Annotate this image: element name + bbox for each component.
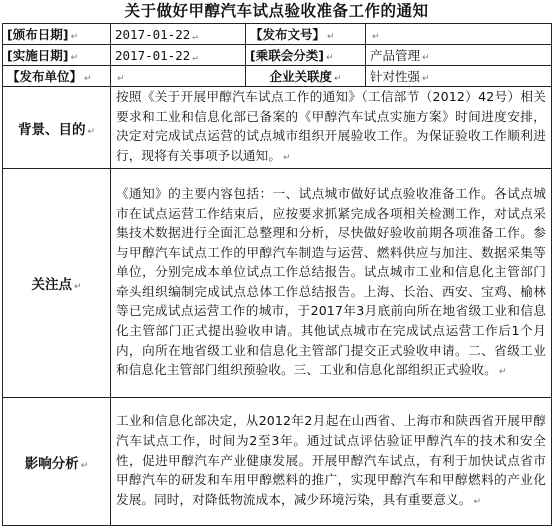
doc-number-label: 【发布文号】 ↵ — [246, 24, 366, 45]
effective-date-label: [实施日期] ↵ — [3, 45, 111, 66]
effective-date-value: 2017-01-22 ↵ — [111, 45, 246, 66]
meta-row-effective — [3, 45, 552, 66]
category-label: [乘联会分类] ↵ — [246, 45, 366, 66]
section-text-impact: 工业和信息化部决定，从2012年2月起在山西省、上海市和陕西省开展甲醇汽车试点工作，时间为2至3年。通过试点评估验证甲醇汽车的技术和安全性，促进甲醇汽车产业健康发展。开展甲醇汽车试点，有利于加快试点省市甲醇汽车的研发和车用甲醇燃料的推广，实现甲醇汽车和甲醇燃料的产业化发展。同时，对降低物流成本，减少环境污染，具有重要意义。 ↵ — [111, 398, 552, 526]
section-label-impact: 影响分析 ↵ — [3, 398, 111, 526]
section-label-focus: 关注点 ↵ — [3, 169, 111, 398]
issuer-value: ↵ — [111, 66, 246, 87]
issuer-label: 【发布单位】 ↵ — [3, 66, 111, 87]
section-row-impact — [3, 398, 552, 526]
category-value: 产品管理 ↵ — [366, 45, 552, 66]
publish-date-value: 2017-01-22 ↵ — [111, 24, 246, 45]
info-table — [2, 23, 552, 526]
meta-row-publish — [3, 24, 552, 45]
document-title: 关于做好甲醇汽车试点验收准备工作的通知 — [124, 2, 429, 20]
section-row-focus — [3, 169, 552, 398]
doc-number-value: ↵ — [366, 24, 552, 45]
section-text-background: 按照《关于开展甲醇汽车试点工作的通知》（工信部节（2012）42号）相关要求和工业和信息化部已备案的《甲醇汽车试点实施方案》时间进度安排，决定对完成试点运营的试点城市组织开展验收工作。为保证验收工作顺利进行，现将有关事项予以通知。 ↵ — [111, 87, 552, 169]
section-text-focus: 《通知》的主要内容包括：一、试点城市做好试点验收准备工作。各试点城市在试点运营工作结束后，应按要求抓紧完成各项相关检测工作，对试点采集技术数据进行全面汇总整理和分析，尽快做好验收前期各项准备工作。参与甲醇汽车试点工作的甲醇汽车制造与运营、燃料供应与加注、数据采集等单位，分别完成本单位试点工作总结报告。试点城市工业和信息化主管部门牵头组织编制完成试点总体工作总结报告。上海、长治、西安、宝鸡、榆林等已完成试点运营工作的城市，于2017年3月底前向所在地省级工业和信息化主管部门正式提出验收申请。其他试点城市在完成试点运营工作后1个月内，向所在地省级工业和信息化主管部门提交正式验收申请。二、省级工业和信息化主管部门组织预验收。三、工业和信息化部组织正式验收。 ↵ — [111, 169, 552, 398]
relevance-value: 针对性强 ↵ — [366, 66, 552, 87]
publish-date-label: [颁布日期] ↵ — [3, 24, 111, 45]
section-row-background — [3, 87, 552, 169]
section-label-background: 背景、目的 ↵ — [3, 87, 111, 169]
meta-row-issuer — [3, 66, 552, 87]
relevance-label: 企业关联度 ↵ — [246, 66, 366, 87]
